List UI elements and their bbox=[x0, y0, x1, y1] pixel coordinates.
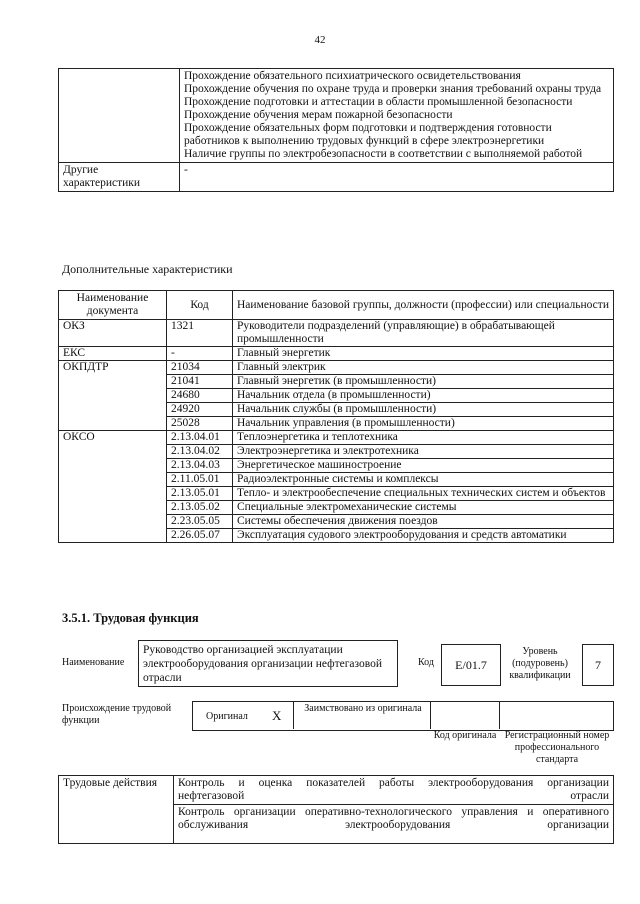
code-cell: 21034 bbox=[167, 361, 233, 375]
code-cell: 2.23.05.05 bbox=[167, 515, 233, 529]
code-cell: 2.11.05.01 bbox=[167, 473, 233, 487]
doc-cell: ОКЗ bbox=[59, 320, 167, 347]
name-cell: Специальные электромеханические системы bbox=[233, 501, 614, 515]
additional-title: Дополнительные характеристики bbox=[62, 262, 233, 276]
divider bbox=[293, 701, 294, 729]
code-cell: 2.26.05.07 bbox=[167, 529, 233, 543]
requirement-line: Прохождение обучения по охране труда и проверки знания требований охраны труда bbox=[184, 83, 602, 95]
code-cell: 2.13.05.02 bbox=[167, 501, 233, 515]
divider bbox=[499, 701, 500, 729]
name-cell: Начальник отдела (в промышленности) bbox=[233, 389, 614, 403]
level-value: 7 bbox=[582, 644, 614, 686]
name-cell: Эксплуатация судового электрооборудования и средств автоматики bbox=[233, 529, 614, 543]
name-cell: Главный электрик bbox=[233, 361, 614, 375]
name-label: Наименование bbox=[62, 657, 125, 668]
doc-cell: ОКСО bbox=[59, 431, 167, 543]
doc-cell: ОКПДТР bbox=[59, 361, 167, 431]
name-cell: Системы обеспечения движения поездов bbox=[233, 515, 614, 529]
code-cell: 1321 bbox=[167, 320, 233, 347]
other-label: Другие характеристики bbox=[59, 163, 180, 192]
code-cell: 24680 bbox=[167, 389, 233, 403]
table-row bbox=[59, 320, 614, 347]
header-name: Наименование базовой группы, должности (профессии) или специальности bbox=[233, 291, 614, 320]
name-cell: Начальник управления (в промышленности) bbox=[233, 417, 614, 431]
code-orig-label: Код оригинала bbox=[433, 730, 497, 741]
other-value: - bbox=[180, 163, 614, 192]
requirement-line: Наличие группы по электробезопасности в соответствии с выполняемой работой bbox=[184, 148, 583, 160]
name-cell: Теплоэнергетика и теплотехника bbox=[233, 431, 614, 445]
name-cell: Руководители подразделений (управляющие) в обрабатывающей промышленности bbox=[233, 320, 614, 347]
requirement-line: Прохождение обязательных форм подготовки и подтверждения готовности работников к выполнению трудовых функций в сфере электроэнергетики bbox=[184, 122, 552, 147]
requirements-label-cell bbox=[59, 69, 180, 163]
level-label: Уровень (подуровень) квалификации bbox=[509, 646, 571, 681]
divider bbox=[430, 701, 431, 729]
name-cell: Главный энергетик (в промышленности) bbox=[233, 375, 614, 389]
code-cell: 2.13.04.01 bbox=[167, 431, 233, 445]
requirements-cell bbox=[180, 69, 614, 163]
original-label: Оригинал bbox=[206, 711, 248, 722]
code-cell: 2.13.05.01 bbox=[167, 487, 233, 501]
function-name: Руководство организацией эксплуатации электрооборудования организации нефтегазовой отрасли bbox=[138, 640, 398, 687]
requirement-line: Прохождение обучения мерам пожарной безопасности bbox=[184, 109, 453, 121]
original-mark: X bbox=[272, 708, 282, 723]
name-cell: Главный энергетик bbox=[233, 347, 614, 361]
function-code: E/01.7 bbox=[441, 644, 501, 686]
code-cell: 21041 bbox=[167, 375, 233, 389]
header-code: Код bbox=[167, 291, 233, 320]
actions-table bbox=[58, 775, 614, 844]
action-item: Контроль организации оперативно-технологического управления и оперативного обслуживания электрооборудования организации bbox=[174, 805, 614, 844]
code-cell: - bbox=[167, 347, 233, 361]
borrowed-label: Заимствовано из оригинала bbox=[304, 703, 422, 714]
name-cell: Радиоэлектронные системы и комплексы bbox=[233, 473, 614, 487]
name-cell: Начальник службы (в промышленности) bbox=[233, 403, 614, 417]
table-row bbox=[59, 347, 614, 361]
actions-label: Трудовые действия bbox=[59, 776, 174, 844]
doc-cell: ЕКС bbox=[59, 347, 167, 361]
function-heading: 3.5.1. Трудовая функция bbox=[62, 611, 199, 625]
origin-label: Происхождение трудовой функции bbox=[62, 703, 172, 726]
requirement-line: Прохождение подготовки и аттестации в области промышленной безопасности bbox=[184, 96, 573, 108]
code-cell: 2.13.04.02 bbox=[167, 445, 233, 459]
name-cell: Электроэнергетика и электротехника bbox=[233, 445, 614, 459]
name-cell: Тепло- и электрообеспечение специальных технических систем и объектов bbox=[233, 487, 614, 501]
action-item: Контроль и оценка показателей работы электрооборудования организации нефтегазовой отрасли bbox=[174, 776, 614, 805]
additional-table bbox=[58, 290, 614, 543]
code-cell: 24920 bbox=[167, 403, 233, 417]
name-cell: Энергетическое машиностроение bbox=[233, 459, 614, 473]
requirements-table bbox=[58, 68, 614, 192]
reg-label: Регистрационный номер профессионального стандарта bbox=[504, 730, 610, 765]
table-row bbox=[59, 431, 614, 445]
code-cell: 25028 bbox=[167, 417, 233, 431]
header-doc: Наименование документа bbox=[59, 291, 167, 320]
code-cell: 2.13.04.03 bbox=[167, 459, 233, 473]
table-row bbox=[59, 361, 614, 375]
page-number: 42 bbox=[314, 34, 326, 46]
code-label: Код bbox=[418, 657, 434, 668]
requirement-line: Прохождение обязательного психиатрического освидетельствования bbox=[184, 70, 521, 82]
